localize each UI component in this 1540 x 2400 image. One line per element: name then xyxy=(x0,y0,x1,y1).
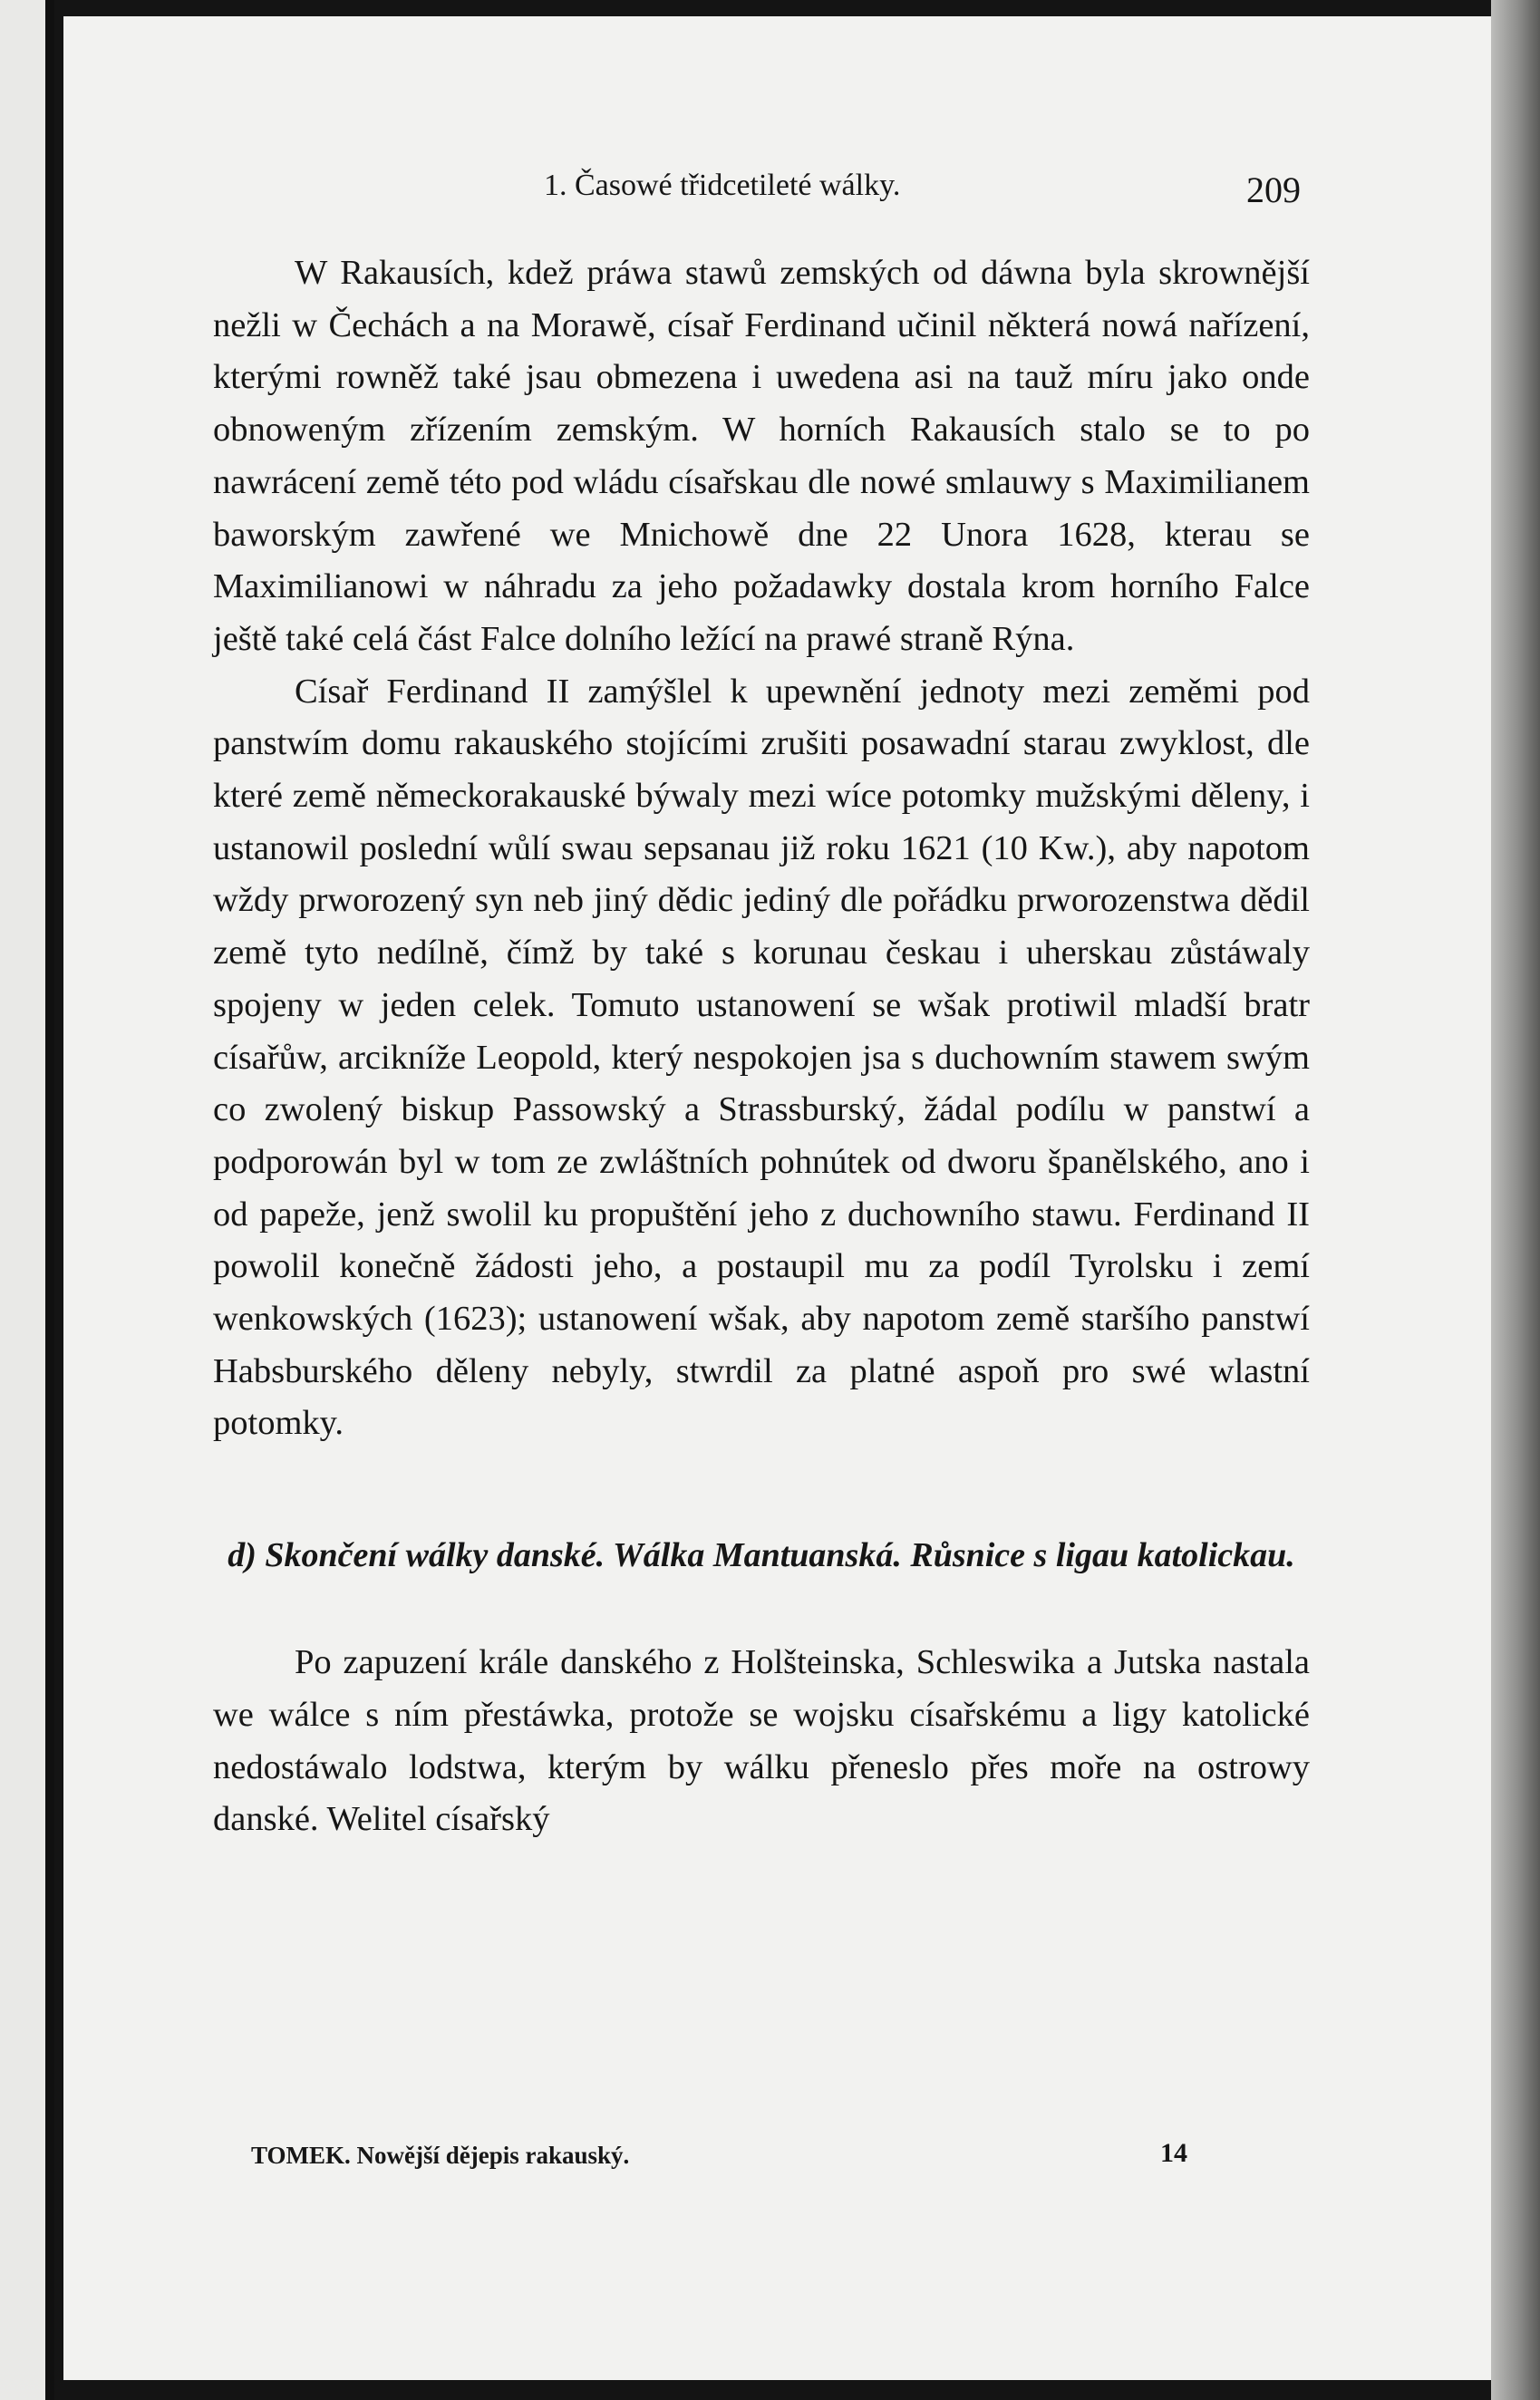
body-text xyxy=(213,247,1310,1846)
paragraph-danish-war: Po zapuzení krále danského z Holšteinska, Schleswika a Jutska nastala we wálce s ním přestáwka, protože se wojsku císařskému a ligy katolické nedostáwalo lodstwa, kterým by wálku přeneslo přes moře na ostrowy danské. Welitel císařský xyxy=(213,1643,1310,1839)
footer-sheet-number: 14 xyxy=(1160,2138,1187,2168)
paragraph-austria-reforms: W Rakausích, kdež práwa stawů zemských od dáwna byla skrownější nežli w Čechách a na Morawě, císař Ferdinand učinil některá nowá nařízení, kterými rowněž také jsau obmezena i uwedena asi na tauž míru jako onde obnoweným zřízením zemským. W horních Rakausích stalo se to po nawrácení země této pod wládu císařskau dle nowé smlauwy s Maximilianem baworským zawřené we Mnichowě dne 22 Unora 1628, kterau se Maximilianowi w náhradu za jeho požadawky dostala krom horního Falce ještě také celá část Falce dolního ležící na prawé straně Rýna. xyxy=(213,254,1310,658)
adjacent-page-edge xyxy=(0,0,50,2400)
page-edge-shadow xyxy=(1491,0,1540,2400)
page-number: 209 xyxy=(1246,169,1301,210)
page-header xyxy=(63,169,1491,214)
section-heading: d) Skončení wálky danské. Wálka Mantuanská. Růsnice s ligau katolickau. xyxy=(228,1536,1295,1575)
book-gutter xyxy=(45,0,54,2400)
paragraph-succession: Císař Ferdinand II zamýšlel k upewnění jednoty mezi zeměmi pod panstwím domu rakauského stojícími zrušiti posawadní starau zwyklost, dle které země německorakauské býwaly mezi wíce potomky mužskými děleny, i ustanowil poslední wůlí swau sepsanau již roku 1621 (10 Kw.), aby napotom wždy prworozený syn neb jiný dědic jediný dle pořádku prworozenstwa dědil země tyto nedílně, čímž by také s korunau českau i uherskau zůstáwaly spojeny w jeden celek. Tomuto ustanowení se wšak protiwil mladší bratr císařůw, arcikníže Leopold, který nespokojen jsa s duchowním stawem swým co zwolený biskup Passowský a Strassburský, žádal podílu w panstwí a podporowán byl w tom ze zwláštních pohnútek od dworu španělského, ano i od papeže, jenž swolil ku propuštění jeho z duchowního stawu. Ferdinand II powolil konečně žádosti jeho, a postaupil mu za podíl Tyrolsku i zemí wenkowských (1623); ustanowení wšak, aby napotom země staršího panstwí Habsburského děleny nebyly, stwrdil za platné aspoň pro swé wlastní potomky. xyxy=(213,672,1310,1443)
running-title: 1. Časowé třidcetileté wálky. xyxy=(544,169,901,202)
page-footer xyxy=(63,2138,1491,2178)
footer-author-title: TOMEK. Nowější dějepis rakauský. xyxy=(251,2142,630,2169)
book-page xyxy=(63,16,1491,2380)
